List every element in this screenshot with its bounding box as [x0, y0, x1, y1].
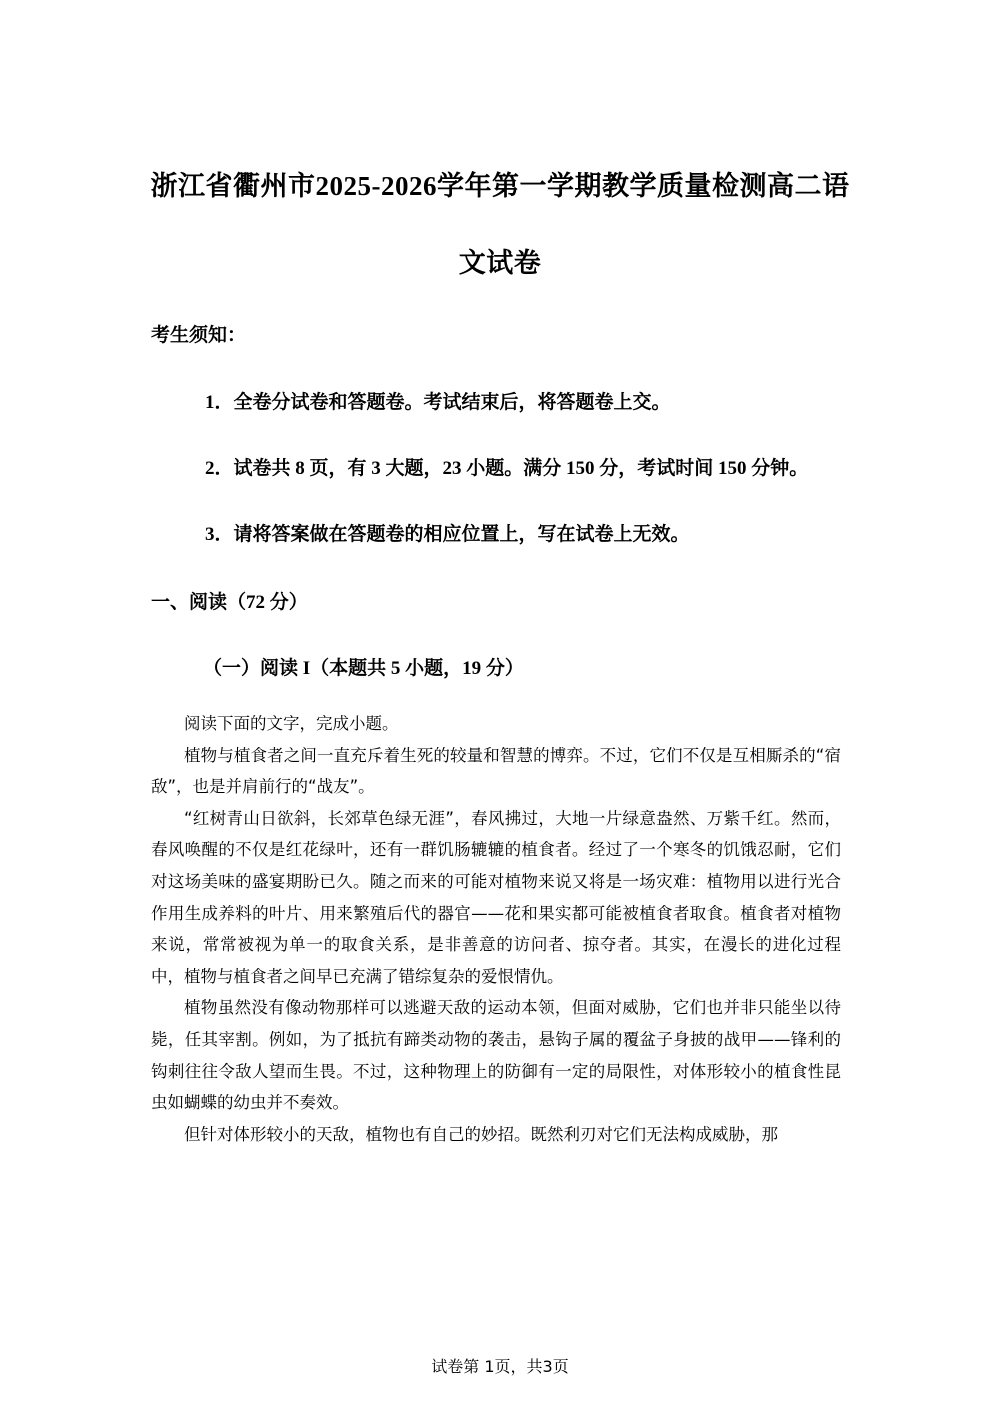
section-heading: 一、阅读（72 分） [151, 592, 308, 613]
paragraph: 植物虽然没有像动物那样可以逃避天敌的运动本领，但面对威胁，它们也并非只能坐以待毙，任其宰割。例如，为了抵抗有蹄类动物的袭击，悬钩子属的覆盆子身披的战甲——锋利的钩刺往往令敌人望而生畏。不过，这种物理上的防御有一定的局限性，对体形较小的植食性昆虫如蝴蝶的幼虫并不奏效。 [151, 998, 841, 1113]
paragraph-instruction: 阅读下面的文字，完成小题。 [184, 714, 399, 733]
section-subheading: （一）阅读 I（本题共 5 小题，19 分） [203, 658, 524, 679]
document-title-line-1: 浙江省衢州市2025-2026学年第一学期教学质量检测高二语 [150, 171, 850, 201]
page-footer: 试卷第 1页，共3页 [431, 1357, 569, 1376]
paragraph: 但针对体形较小的天敌，植物也有自己的妙招。既然利刃对它们无法构成威胁，那 [184, 1124, 778, 1144]
notice-item-2: 2．试卷共 8 页，有 3 大题，23 小题。满分 150 分，考试时间 150 分钟。 [205, 458, 809, 479]
paragraph: 植物与植食者之间一直充斥着生死的较量和智慧的博弈。不过，它们不仅是互相厮杀的“宿敌”，也是并肩前行的“战友”。 [151, 745, 841, 797]
reading-passage [151, 708, 841, 1150]
document-title-line-2: 文试卷 [458, 248, 542, 278]
notice-item-3: 3．请将答案做在答题卷的相应位置上，写在试卷上无效。 [205, 524, 690, 545]
notice-heading: 考生须知： [151, 325, 247, 346]
notice-item-1: 1．全卷分试卷和答题卷。考试结束后，将答题卷上交。 [205, 392, 671, 413]
paragraph: “红树青山日欲斜，长郊草色绿无涯”，春风拂过，大地一片绿意盎然、万紫千红。然而，春风唤醒的不仅是红花绿叶，还有一群饥肠辘辘的植食者。经过了一个寒冬的饥饿忍耐，它们对这场美味的盛宴期盼已久。随之而来的可能对植物来说又将是一场灾难：植物用以进行光合作用生成养料的叶片、用来繁殖后代的器官——花和果实都可能被植食者取食。植食者对植物来说，常常被视为单一的取食关系，是非善意的访问者、掠夺者。其实，在漫长的进化过程中，植物与植食者之间早已充满了错综复杂的爱恨情仇。 [151, 808, 841, 986]
